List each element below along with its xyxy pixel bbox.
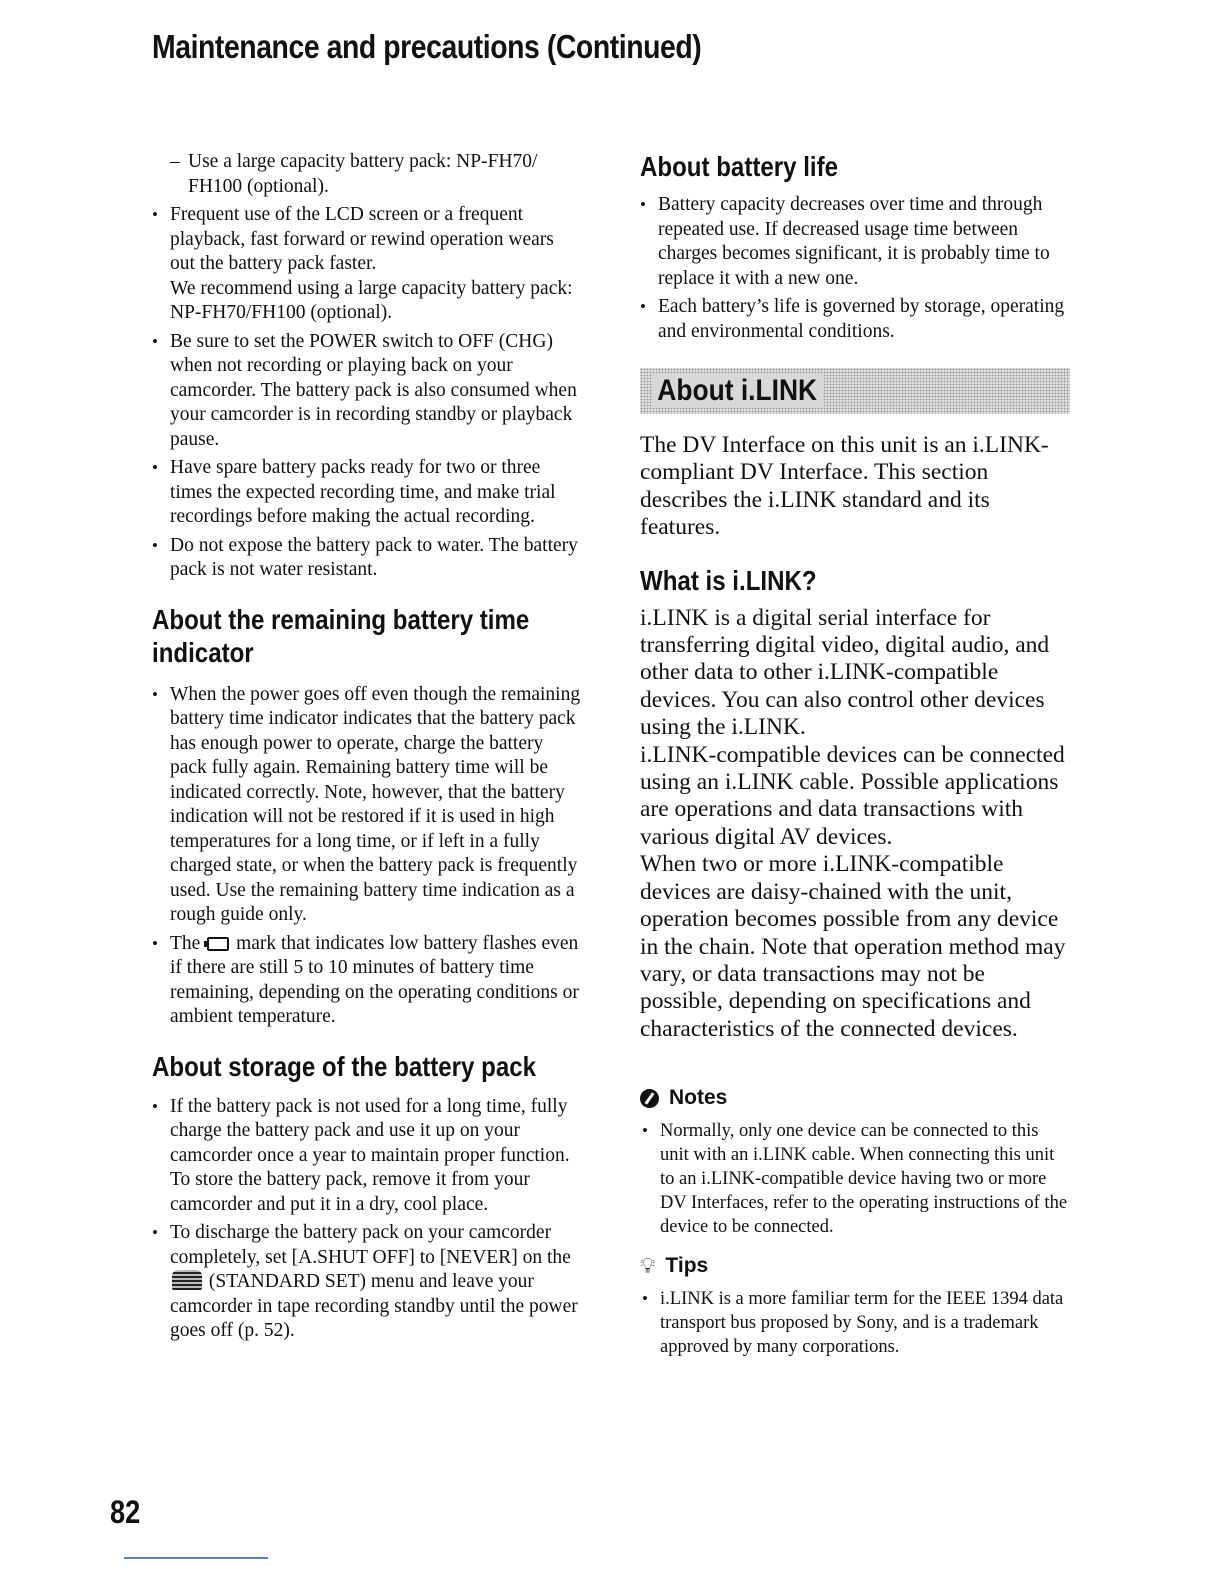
list-item: • Have spare battery packs ready for two or three times the expected recording time, and make trial recordings before making the actual recording. [152,456,582,530]
page-number: 82 [110,1494,141,1530]
ilink-description-2: i.LINK-compatible devices can be connected using an i.LINK cable. Possible applications are operations and data transactions with various digital AV devices. [640,741,1065,850]
dash-marker: – [170,151,180,172]
standard-set-menu-icon [172,1270,202,1290]
list-item-text: (STANDARD SET) menu and leave your camcorder in tape recording standby until the power goes off (p. 52). [170,1271,578,1341]
ilink-section-banner [640,368,1070,414]
storage-list [152,1095,582,1344]
left-column [152,150,582,1348]
ilink-description-1: i.LINK is a digital serial interface for transferring digital video, digital audio, and other data to other i.LINK-compatible devices. You can also control other devices using the i.LINK. [640,604,1050,741]
battery-life-heading: About battery life [640,151,839,182]
list-item: • Normally, only one device can be connected to this unit with an i.LINK cable. When connecting this unit to an i.LINK-compatible device having two or more DV Interfaces, refer to the operating instructions of the device to be connected. [642,1119,1070,1239]
list-item-text: To discharge the battery pack on your camcorder completely, set [A.SHUT OFF] to [NEVER] on the [170,1222,571,1268]
list-item-text: Frequent use of the LCD screen or a frequent playback, fast forward or rewind operation wears out the battery pack faster. [170,204,554,274]
remaining-battery-heading: About the remaining battery time indicator [152,603,530,668]
list-item: • Each battery’s life is governed by storage, operating and environmental conditions. [640,295,1070,344]
ilink-description-3: When two or more i.LINK-compatible devices are daisy-chained with the unit, operation becomes possible from any device in the chain. Note that operation method may vary, or data transactions may not be possible, depending on specifications and characteristics of the connected devices. [640,851,1066,1042]
list-item-text: We recommend using a large capacity battery pack: NP-FH70/FH100 (optional). [170,277,573,323]
tips-heading [640,1253,1070,1279]
lightbulb-icon: 💡︎ [640,1253,656,1279]
notes-heading [640,1085,1070,1111]
page-title: Maintenance and precautions (Continued) [152,28,702,65]
tips-heading-label: Tips [665,1254,709,1278]
list-item [152,932,582,1030]
ilink-intro: The DV Interface on this unit is an i.LINK-compliant DV Interface. This section describes the i.LINK standard and its features. [640,432,1049,541]
battery-life-list [640,193,1070,344]
notes-list [640,1119,1070,1239]
notes-icon [640,1089,659,1108]
tips-list [640,1287,1070,1359]
list-item: • i.LINK is a more familiar term for the IEEE 1394 data transport bus proposed by Sony, and is a trademark approved by many corporations. [642,1287,1070,1359]
low-battery-icon [207,937,229,951]
notes-heading-label: Notes [669,1086,728,1110]
list-item [152,203,582,326]
list-item: • Be sure to set the POWER switch to OFF (CHG) when not recording or playing back on your camcorder. The battery pack is also consumed when your camcorder is in recording standby or playback pause. [152,330,582,453]
ilink-banner-title: About i.LINK [652,374,822,408]
what-is-ilink-heading: What is i.LINK? [640,564,817,596]
list-item [152,1221,582,1344]
list-item: • Do not expose the battery pack to water. The battery pack is not water resistant. [152,534,582,583]
list-item-text: mark that indicates low battery flashes even if there are still 5 to 10 minutes of battery time remaining, depending on the operating conditions or ambient temperature. [170,932,579,1027]
right-column [640,150,1070,1363]
list-item: • Battery capacity decreases over time and through repeated use. If decreased usage time between charges becomes significant, it is probably time to replace it with a new one. [640,193,1070,291]
storage-heading: About storage of the battery pack [152,1050,537,1082]
list-item-text: The [170,932,201,954]
list-item: • When the power goes off even though the remaining battery time indicator indicates that the battery pack has enough power to operate, charge the battery pack fully again. Remaining battery time will be indicated correctly. Note, however, that the battery indication will not be restored if it is used in high temperatures for a long time, or if left in a fully charged state, or when the battery pack is frequently used. Use the remaining battery time indication as a rough guide only. [152,683,582,928]
battery-tips-list [152,203,582,583]
list-item: • If the battery pack is not used for a long time, fully charge the battery pack and use it up on your camcorder once a year to maintain proper function. To store the battery pack, remove it from your camcorder and put it in a dry, cool place. [152,1095,582,1218]
dash-item-text: Use a large capacity battery pack: NP-FH70/ FH100 (optional). [188,151,538,197]
remaining-battery-list [152,683,582,1030]
footer-rule [124,1557,268,1559]
continued-dash-item [152,150,582,199]
